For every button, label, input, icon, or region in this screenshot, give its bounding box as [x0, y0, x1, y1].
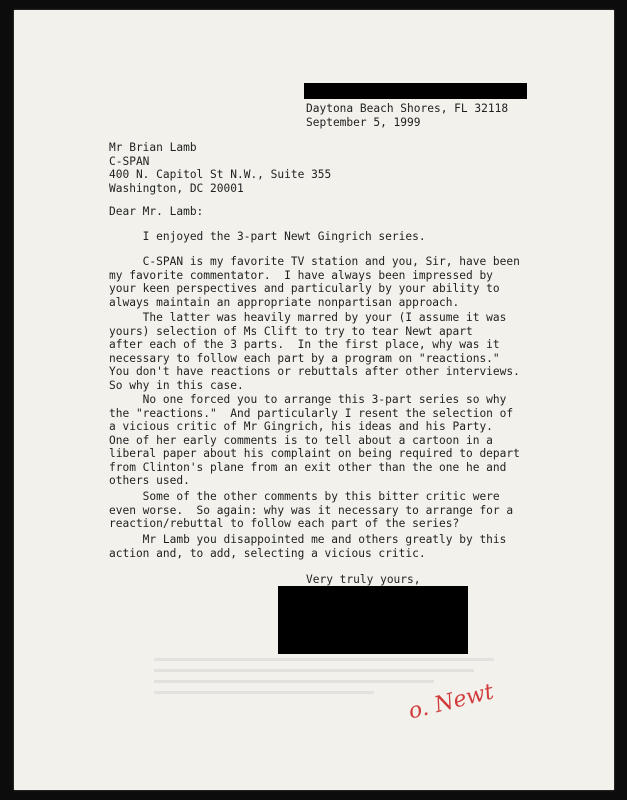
paragraph-6: Mr Lamb you disappointed me and others greatly by this action and, to add, selecting a vicious critic. [109, 533, 507, 560]
recipient-org: C-SPAN [109, 154, 150, 168]
recipient-block [109, 141, 331, 195]
handwritten-note: o. Newt [405, 679, 497, 725]
salutation: Dear Mr. Lamb: [109, 205, 204, 218]
paragraph-2: C-SPAN is my favorite TV station and you, Sir, have been my favorite commentator. I have always been impressed by your keen perspectives and particularly by your ability to always maintain an appropriate nonpartisan approach. [109, 255, 520, 309]
letter-date: September 5, 1999 [306, 116, 421, 129]
paragraph-5: Some of the other comments by this bitter critic were even worse. So again: why was it necessary to arrange for a reaction/rebuttal to follow each part of the series? [109, 490, 514, 530]
redacted-sender-name [304, 83, 527, 99]
letter-page [14, 10, 614, 790]
redacted-signature [278, 586, 468, 654]
sender-city-line: Daytona Beach Shores, FL 32118 [306, 102, 509, 115]
paragraph-4: No one forced you to arrange this 3-part series so why the "reactions." And particularly I resent the selection of a vicious critic of Mr Gingrich, his ideas and his Party. One of her early comments is to tell about a cartoon in a liberal paper about his complaint on being required to depart from Clinton's plane from an exit other than the one he and others used. [109, 393, 520, 487]
paragraph-3: The latter was heavily marred by your (I assume it was yours) selection of Ms Clift to try to tear Newt apart after each of the 3 parts. In the first place, why was it necessary to follow each part by a program on "reactions." You don't have reactions or rebuttals after other interviews. So why in this case. [109, 311, 520, 392]
paragraph-1: I enjoyed the 3-part Newt Gingrich series. [109, 230, 426, 243]
recipient-city: Washington, DC 20001 [109, 181, 244, 195]
closing: Very truly yours, [306, 573, 421, 586]
recipient-name: Mr Brian Lamb [109, 141, 197, 154]
recipient-street: 400 N. Capitol St N.W., Suite 355 [109, 168, 332, 181]
